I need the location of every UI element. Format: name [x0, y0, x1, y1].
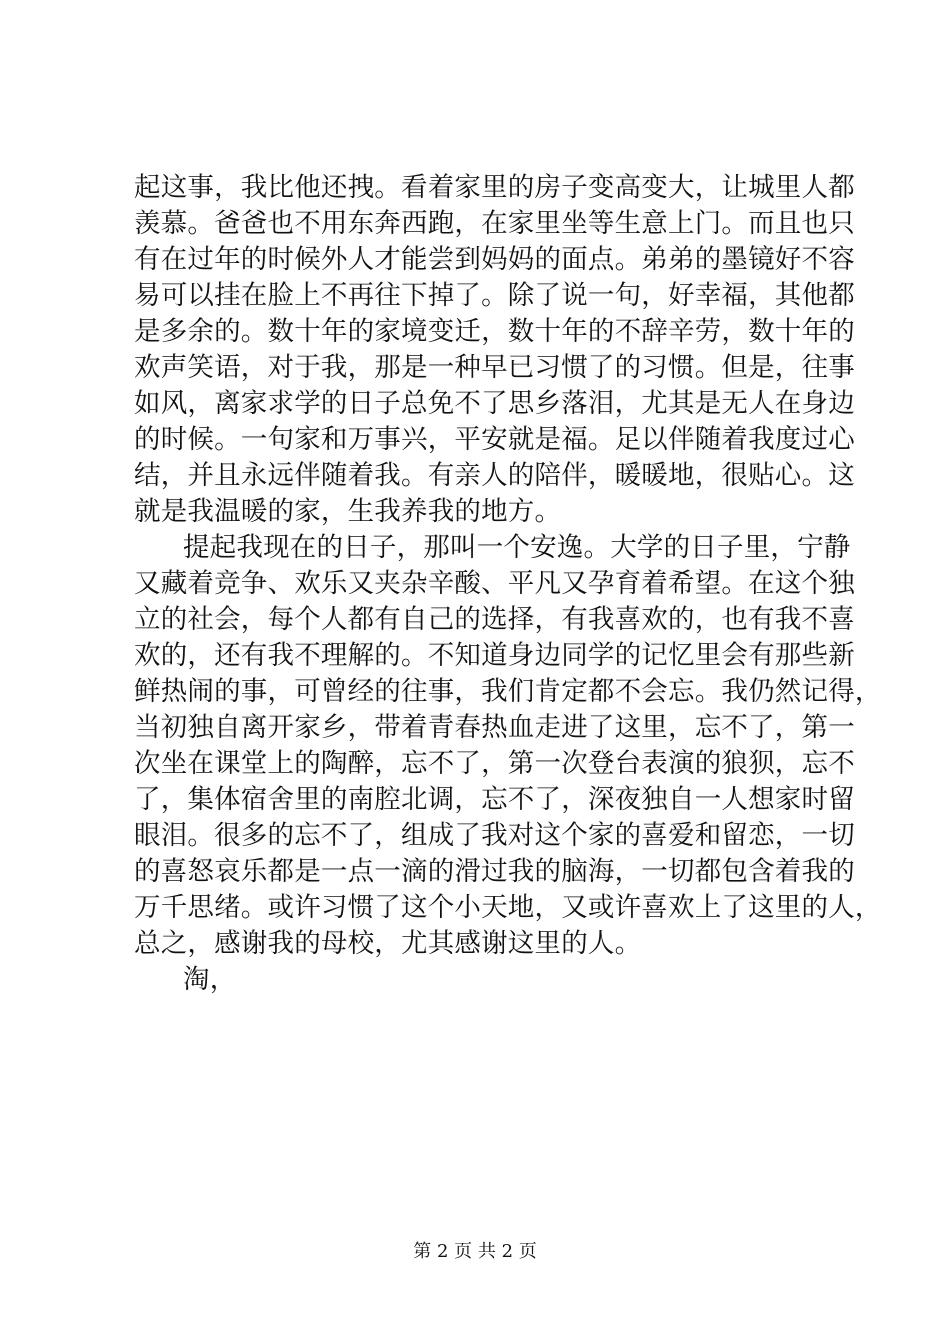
paragraph-1: [134, 170, 855, 530]
page-footer: 第 2 页 共 2 页: [413, 1241, 537, 1262]
text-line: 有在过年的时候外人才能尝到妈妈的面点。弟弟的墨镜好不容: [134, 244, 855, 275]
text-line: 的时候。一句家和万事兴，平安就是福。足以伴随着我度过心: [134, 424, 855, 455]
text-line: 是多余的。数十年的家境变迁，数十年的不辞辛劳，数十年的: [134, 316, 855, 347]
text-line: 总之，感谢我的母校，尤其感谢这里的人。: [134, 928, 642, 959]
text-line: 鲜热闹的事，可曾经的往事，我们肯定都不会忘。我仍然记得，: [134, 676, 882, 707]
text-line: 欢声笑语，对于我，那是一种早已习惯了的习惯。但是，往事: [134, 352, 855, 383]
text-line: 结，并且永远伴随着我。有亲人的陪伴，暖暖地，很贴心。这: [134, 460, 855, 491]
text-line: 立的社会，每个人都有自己的选择，有我喜欢的，也有我不喜: [134, 604, 855, 635]
paragraph-3: [134, 962, 826, 998]
text-line: 起这事，我比他还拽。看着家里的房子变高变大，让城里人都: [134, 172, 855, 203]
text-line: 羡慕。爸爸也不用东奔西跑，在家里坐等生意上门。而且也只: [134, 208, 855, 239]
text-line: 淘，: [183, 964, 237, 995]
text-line: 又藏着竞争、欢乐又夹杂辛酸、平凡又孕育着希望。在这个独: [134, 568, 855, 599]
text-line: 易可以挂在脸上不再往下掉了。除了说一句，好幸福，其他都: [134, 280, 855, 311]
text-line: 欢的，还有我不理解的。不知道身边同学的记忆里会有那些新: [134, 640, 855, 671]
paragraph-2: [134, 530, 882, 962]
text-line: 的喜怒哀乐都是一点一滴的滑过我的脑海，一切都包含着我的: [134, 856, 855, 887]
document-body: [134, 170, 882, 998]
text-line: 次坐在课堂上的陶醉，忘不了，第一次登台表演的狼狈，忘不: [134, 748, 855, 779]
text-line: 眼泪。很多的忘不了，组成了我对这个家的喜爱和留恋，一切: [134, 820, 855, 851]
text-line: 当初独自离开家乡，带着青春热血走进了这里，忘不了，第一: [134, 712, 855, 743]
text-line: 了，集体宿舍里的南腔北调，忘不了，深夜独自一人想家时留: [134, 784, 855, 815]
text-line: 万千思绪。或许习惯了这个小天地，又或许喜欢上了这里的人，: [134, 892, 882, 923]
text-line: 如风，离家求学的日子总免不了思乡落泪，尤其是无人在身边: [134, 388, 855, 419]
text-line: 提起我现在的日子，那叫一个安逸。大学的日子里，宁静: [183, 532, 851, 563]
text-line: 就是我温暖的家，生我养我的地方。: [134, 496, 562, 527]
